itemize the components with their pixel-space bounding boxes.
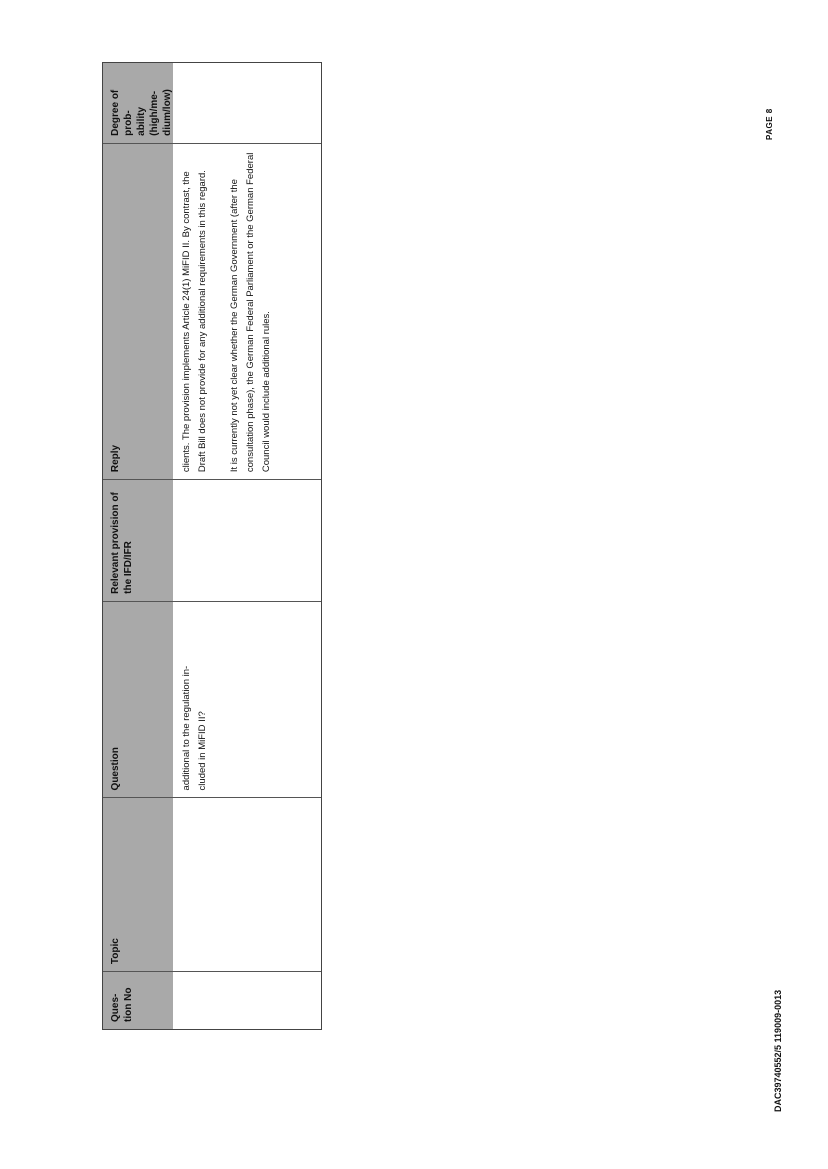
- header-question: Question: [103, 601, 173, 798]
- header-reply: Reply: [103, 143, 173, 479]
- rotated-table: [102, 62, 322, 1030]
- document-reference: DAC39740552/5 119009-0013: [773, 989, 783, 1112]
- cell-relevant-provision: [173, 479, 321, 601]
- header-question-no: Ques- tion No: [103, 971, 173, 1029]
- table-header-row: [103, 63, 173, 1029]
- cell-question-no: [173, 971, 321, 1029]
- header-degree-of-probability: Degree of prob- ability (high/me- dium/low): [110, 89, 173, 136]
- cell-degree-of-probability: [173, 63, 321, 143]
- cell-reply: [173, 143, 321, 479]
- header-relevant-provision: Relevant provision of the IFD/IFR: [103, 479, 173, 601]
- table-row: [173, 63, 321, 1029]
- page-number-label: PAGE 8: [765, 108, 774, 140]
- reply-paragraph-2: It is currently not yet clear whether the German Government (after the consultation phase), the German Federal Parliament or the German Federal Council would include additional rules.: [229, 152, 272, 473]
- cell-question: additional to the regulation in- cluded in MiFID II?: [173, 601, 321, 798]
- cell-topic: [173, 797, 321, 971]
- header-topic: Topic: [103, 797, 173, 971]
- reply-paragraph-1: clients. The provision implements Article 24(1) MiFID II. By contrast, the Draft Bill does not provide for any additional requirements in this regard.: [181, 170, 208, 473]
